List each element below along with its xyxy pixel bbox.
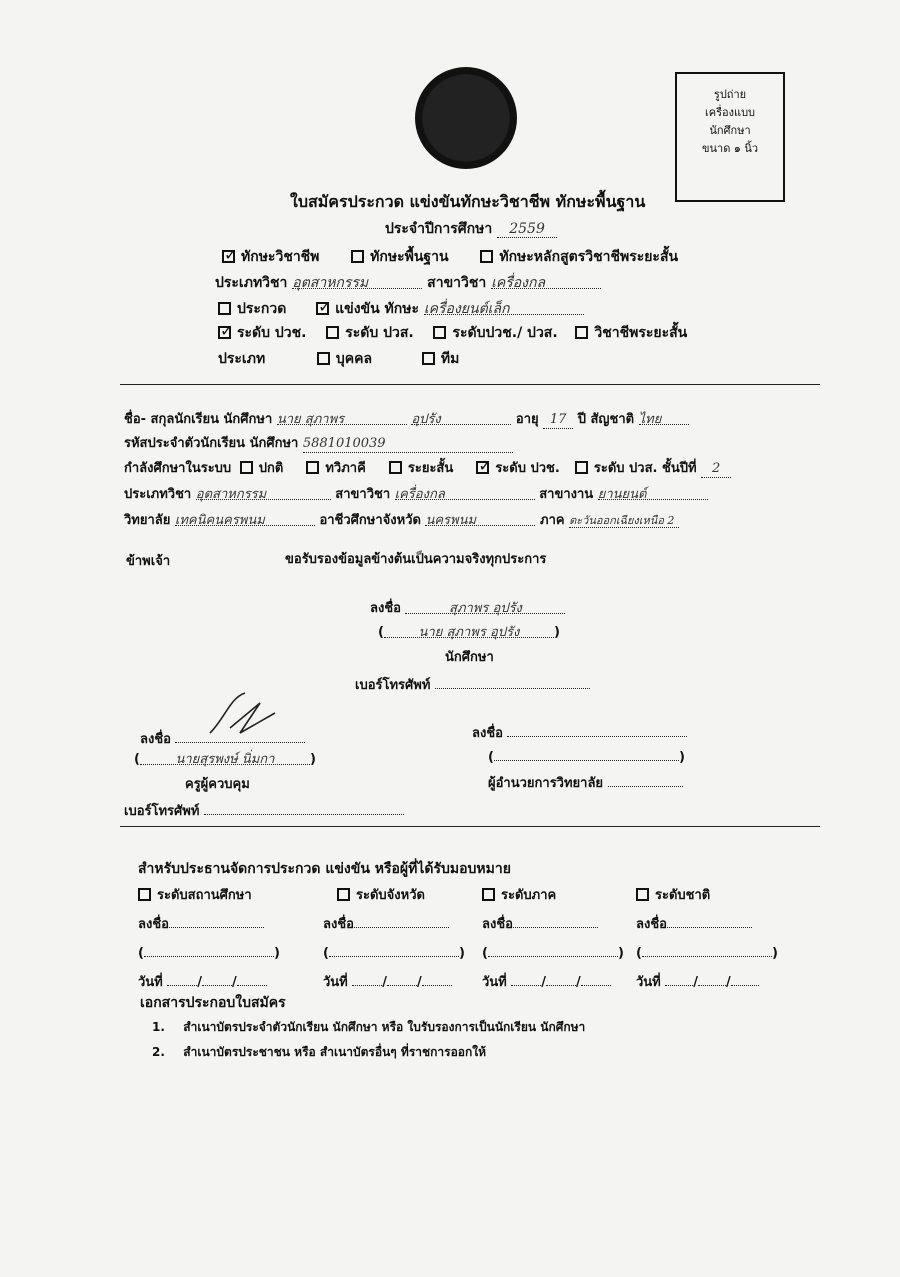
name-field xyxy=(144,940,274,957)
checkbox-level-both[interactable] xyxy=(433,326,446,339)
major-value: เครื่องกล xyxy=(491,272,601,289)
checkbox-pvs[interactable] xyxy=(575,461,588,474)
photo-line: นักศึกษา xyxy=(709,124,751,137)
label: สาขาวิชา xyxy=(335,487,391,502)
student-printed-name: นาย สุภาพร อุปรัง xyxy=(384,621,554,638)
photo-box xyxy=(675,72,785,202)
checkbox-skill-basic[interactable] xyxy=(351,250,364,263)
label: ทักษะหลักสูตรวิชาชีพระยะสั้น xyxy=(499,249,679,265)
label: ลงชื่อ xyxy=(138,917,169,932)
day-field xyxy=(511,969,541,986)
label: ลงชื่อ xyxy=(323,917,354,932)
label: ลงชื่อ xyxy=(636,917,667,932)
checkbox-pvc[interactable] xyxy=(476,461,489,474)
label: ชื่อ- สกุลนักเรียน นักศึกษา xyxy=(124,412,273,427)
photo-line: รูปถ่าย xyxy=(713,88,747,101)
group-row xyxy=(218,348,459,370)
teacher-sign-row xyxy=(140,726,305,749)
photo-line: เครื่องแบบ xyxy=(704,106,756,119)
item-text: สำเนาบัตรประชาชน หรือ สำเนาบัตรอื่นๆ ที่ราชการออกให้ xyxy=(183,1045,487,1059)
attachments-title: เอกสารประกอบใบสมัคร xyxy=(140,995,286,1011)
category-row xyxy=(222,246,678,268)
month-field xyxy=(546,969,576,986)
checkbox-level-province[interactable] xyxy=(337,888,350,901)
group-label: ประเภท xyxy=(218,351,266,367)
checkbox-level-pvc[interactable] xyxy=(218,326,231,339)
checkbox-level-region[interactable] xyxy=(482,888,495,901)
label: ระดับ ปวช. xyxy=(495,461,560,476)
month-field xyxy=(698,969,726,986)
label: ระดับจังหวัด xyxy=(356,888,425,903)
sign-field xyxy=(169,911,264,928)
grade-value: 2 xyxy=(701,461,731,478)
teacher-role: ครูผู้ควบคุม xyxy=(185,777,250,792)
committee-col-1: ระดับสถานศึกษา ลงชื่อ ( ) วันที่ / / xyxy=(138,888,280,990)
form-title: ใบสมัครประกวด แข่งขันทักษะวิชาชีพ ทักษะพื้นฐาน xyxy=(290,192,646,211)
teacher-phone-field xyxy=(204,798,404,815)
label: รหัสประจำตัวนักเรียน นักศึกษา xyxy=(124,436,299,451)
label: ทวิภาคี xyxy=(325,461,366,476)
checkbox-team[interactable] xyxy=(422,352,435,365)
major-label: สาขาวิชา xyxy=(427,275,487,291)
year-field xyxy=(581,969,611,986)
label: ลงชื่อ xyxy=(472,726,503,741)
divider xyxy=(120,384,820,385)
label: ระดับสถานศึกษา xyxy=(157,888,252,903)
checkbox-individual[interactable] xyxy=(317,352,330,365)
label: วันที่ xyxy=(636,975,661,990)
label: ระดับ ปวส. xyxy=(345,325,414,341)
label: ระดับชาติ xyxy=(655,888,711,903)
label: ลงชื่อ xyxy=(482,917,513,932)
student-role: นักศึกษา xyxy=(445,650,494,665)
college-value: เทคนิคนครพนม xyxy=(175,509,315,526)
director-printed-field xyxy=(494,744,679,761)
year-field xyxy=(731,969,759,986)
checkbox-skill-short[interactable] xyxy=(480,250,493,263)
name-field xyxy=(329,940,459,957)
sign-field xyxy=(513,911,598,928)
label: ระดับภาค xyxy=(501,888,557,903)
label: อาชีวศึกษาจังหวัด xyxy=(319,513,421,528)
month-field xyxy=(387,969,417,986)
checkbox-level-school[interactable] xyxy=(138,888,151,901)
checkbox-level-pvs[interactable] xyxy=(326,326,339,339)
director-role: ผู้อำนวยการวิทยาลัย xyxy=(488,776,604,791)
committee-col-4: ระดับชาติ ลงชื่อ ( ) วันที่ / / xyxy=(636,888,778,990)
type-row xyxy=(124,483,708,504)
month-field xyxy=(202,969,232,986)
sign-field xyxy=(354,911,449,928)
type-value: อุตสาหกรรม xyxy=(292,272,422,289)
label: ลงชื่อ xyxy=(370,601,401,616)
type-value: อุตสาหกรรม xyxy=(196,483,331,500)
label: ทีม xyxy=(440,351,460,367)
checkbox-level-national[interactable] xyxy=(636,888,649,901)
system-row xyxy=(124,457,731,478)
day-field xyxy=(665,969,693,986)
checkbox-skill-pro[interactable] xyxy=(222,250,235,263)
year-field xyxy=(237,969,267,986)
divider xyxy=(120,826,820,827)
label: แข่งขัน ทักษะ xyxy=(335,301,420,317)
photo-line: ขนาด ๑ นิ้ว xyxy=(701,142,759,155)
year-value: 2559 xyxy=(497,221,557,238)
director-role-row xyxy=(488,770,683,793)
sign-field xyxy=(667,911,752,928)
label: สัญชาติ xyxy=(590,412,635,427)
label: เบอร์โทรศัพท์ xyxy=(355,678,431,693)
student-name-row xyxy=(124,408,689,429)
label: ระดับ ปวส. ชั้นปีที่ xyxy=(593,461,697,476)
label: ประเภทวิชา xyxy=(124,487,192,502)
teacher-printed-name: นายสุรพงษ์ นิ่มกา xyxy=(140,748,310,765)
label: วิทยาลัย xyxy=(124,513,171,528)
item-text: สำเนาบัตรประจำตัวนักเรียน นักศึกษา หรือ ใบรับรองการเป็นนักเรียน นักศึกษา xyxy=(183,1020,586,1034)
type-label: ประเภทวิชา xyxy=(215,275,288,291)
checkbox-short[interactable] xyxy=(389,461,402,474)
student-phone-row xyxy=(355,672,590,695)
region-value: ตะวันออกเฉียงเหนือ 2 xyxy=(569,511,679,528)
college-row xyxy=(124,509,679,530)
committee-col-3: ระดับภาค ลงชื่อ ( ) วันที่ / / xyxy=(482,888,624,990)
label: ภาค xyxy=(540,513,565,528)
director-printed-row: ( ) xyxy=(488,744,685,765)
label: อายุ xyxy=(515,412,539,427)
day-field xyxy=(352,969,382,986)
contest-row xyxy=(218,298,584,320)
label: ประกวด xyxy=(237,301,287,317)
checkbox-level-short[interactable] xyxy=(575,326,588,339)
student-id-row xyxy=(124,432,513,453)
level-row xyxy=(218,322,687,344)
teacher-printed-row: ( นายสุรพงษ์ นิ่มกา ) xyxy=(134,748,316,767)
compete-value: เครื่องยนต์เล็ก xyxy=(424,298,584,315)
committee-col-2: ระดับจังหวัด ลงชื่อ ( ) วันที่ / / xyxy=(323,888,465,990)
student-last: อุปรัง xyxy=(411,408,511,425)
label: บุคคล xyxy=(335,351,373,367)
day-field xyxy=(167,969,197,986)
type-major-row xyxy=(215,272,601,294)
name-field xyxy=(488,940,618,957)
attachment-item-2 xyxy=(152,1043,486,1062)
student-id-value: 5881010039 xyxy=(303,436,513,453)
label: สาขางาน xyxy=(539,487,594,502)
label: วิชาชีพระยะสั้น xyxy=(594,325,688,341)
item-number: 1. xyxy=(152,1020,165,1034)
age-value: 17 xyxy=(543,412,573,429)
label: ทักษะพื้นฐาน xyxy=(370,249,449,265)
checkbox-dual[interactable] xyxy=(306,461,319,474)
teacher-phone-row xyxy=(124,798,404,821)
student-first: นาย สุภาพร xyxy=(277,408,407,425)
phone-field xyxy=(435,672,590,689)
checkbox-contest[interactable] xyxy=(218,302,231,315)
item-number: 2. xyxy=(152,1045,165,1059)
checkbox-compete[interactable] xyxy=(316,302,329,315)
field-value: ยานยนต์ xyxy=(598,483,708,500)
year-row xyxy=(385,218,557,240)
director-sign-row xyxy=(472,720,687,743)
emblem-seal xyxy=(415,67,517,169)
year-label: ประจำปีการศึกษา xyxy=(385,221,493,237)
label: ลงชื่อ xyxy=(140,732,171,747)
student-sign-row xyxy=(370,597,565,618)
attachment-item-1 xyxy=(152,1018,585,1037)
label: ระดับ ปวช. xyxy=(237,325,307,341)
label: ปกติ xyxy=(258,461,284,476)
label: วันที่ xyxy=(138,975,163,990)
name-field xyxy=(642,940,772,957)
checkbox-normal[interactable] xyxy=(240,461,253,474)
director-role-field xyxy=(608,770,683,787)
nationality-value: ไทย xyxy=(639,408,689,425)
student-signature: สุภาพร อุปรัง xyxy=(405,597,565,614)
director-sign-field xyxy=(507,720,687,737)
teacher-sign-field xyxy=(175,726,305,743)
i-label: ข้าพเจ้า xyxy=(126,554,171,569)
label: วันที่ xyxy=(482,975,507,990)
year-field xyxy=(422,969,452,986)
province-value: นครพนม xyxy=(425,509,535,526)
label: เบอร์โทรศัพท์ xyxy=(124,804,200,819)
label: ปี xyxy=(577,412,586,427)
student-printed-row: ( นาย สุภาพร อุปรัง ) xyxy=(378,621,560,640)
label: ระดับปวช./ ปวส. xyxy=(452,325,558,341)
committee-title: สำหรับประธานจัดการประกวด แข่งขัน หรือผู้ที่ได้รับมอบหมาย xyxy=(138,861,511,877)
label: กำลังศึกษาในระบบ xyxy=(124,461,232,476)
certify-text: ขอรับรองข้อมูลข้างต้นเป็นความจริงทุกประการ xyxy=(285,552,547,567)
major-value: เครื่องกล xyxy=(395,483,535,500)
label: ระยะสั้น xyxy=(407,461,454,476)
label: วันที่ xyxy=(323,975,348,990)
label: ทักษะวิชาชีพ xyxy=(241,249,320,265)
